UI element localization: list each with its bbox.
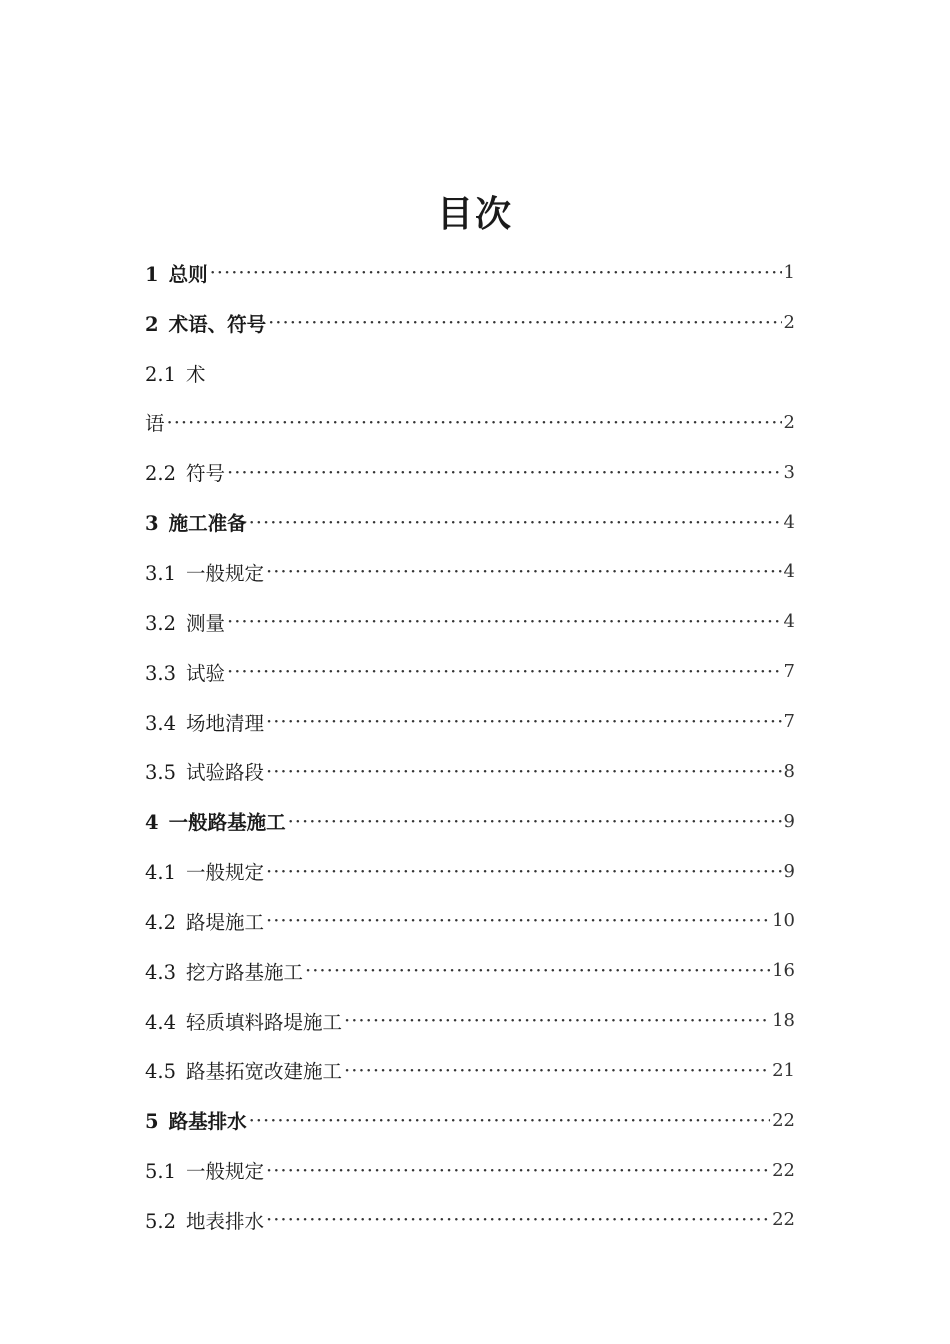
toc-page-number: 18: [772, 1010, 795, 1032]
dot-leader: [266, 860, 782, 883]
toc-entry-text: 语: [145, 412, 165, 436]
toc-chapter-entry[interactable]: [145, 298, 795, 348]
toc-entry-label: [145, 658, 225, 686]
toc-entry-text: 术: [186, 362, 206, 386]
toc-page-number: 22: [772, 1159, 795, 1181]
toc-page-number: 3: [783, 461, 795, 483]
toc-section-entry[interactable]: [145, 398, 795, 448]
toc-entry-label: [145, 857, 264, 885]
toc-entry-label: [145, 259, 208, 287]
toc-entry-number: 5: [145, 1110, 159, 1134]
toc-entry-text: 试验: [186, 661, 226, 685]
toc-entry-number: 4.2: [145, 910, 177, 934]
dot-leader: [266, 1159, 770, 1182]
dot-leader: [227, 610, 782, 633]
toc-entry-text: 一般规定: [186, 561, 265, 585]
toc-section-entry[interactable]: [145, 597, 795, 647]
toc-entry-number: 3.2: [145, 611, 177, 635]
toc-entry-text: 一般规定: [186, 861, 265, 885]
toc-entry-number: 2: [145, 312, 159, 336]
toc-entry-number: 1: [145, 262, 159, 286]
toc-entry-label: [145, 309, 266, 337]
toc-entry-label: [145, 558, 264, 586]
toc-page-number: 2: [783, 312, 795, 334]
dot-leader: [266, 1208, 770, 1231]
toc-entry-number: 4.4: [145, 1010, 177, 1034]
toc-entry-label: [145, 408, 165, 436]
toc-page-number: 22: [772, 1209, 795, 1231]
dot-leader: [227, 660, 782, 683]
toc-entry-label: [145, 1106, 247, 1134]
toc-entry-number: 3.5: [145, 761, 177, 785]
toc-entry-text: 试验路段: [186, 761, 265, 785]
toc-entry-number: 4.5: [145, 1060, 177, 1084]
toc-entry-label: [145, 359, 206, 387]
toc-entry-label: [145, 508, 247, 536]
toc-page-number: 9: [783, 860, 795, 882]
toc-section-entry[interactable]: [145, 647, 795, 697]
toc-page-number: 22: [772, 1109, 795, 1131]
toc-page-number: 2: [783, 411, 795, 433]
toc-section-entry[interactable]: [145, 896, 795, 946]
toc-section-entry[interactable]: [145, 697, 795, 747]
toc-entry-text: 符号: [186, 462, 226, 486]
toc-entry-text: 路基拓宽改建施工: [186, 1060, 343, 1084]
toc-page-number: 10: [772, 910, 795, 932]
toc-page-number: 9: [783, 810, 795, 832]
toc-page-number: 4: [783, 511, 795, 533]
toc-entry-number: 3.1: [145, 561, 177, 585]
toc-section-entry[interactable]: [145, 846, 795, 896]
dot-leader: [167, 411, 782, 434]
toc-entry-number: 4.3: [145, 960, 177, 984]
toc-entry-text: 地表排水: [186, 1209, 265, 1233]
toc-entry-label: [145, 708, 264, 736]
toc-page-number: 4: [783, 611, 795, 633]
toc-entry-text: 路基排水: [168, 1110, 247, 1134]
dot-leader: [266, 710, 782, 733]
toc-page-number: 21: [772, 1059, 795, 1081]
toc-entry-number: 3.4: [145, 711, 177, 735]
dot-leader: [227, 461, 782, 484]
toc-entry-number: 5.2: [145, 1209, 177, 1233]
dot-leader: [249, 1109, 771, 1132]
toc-entry-label: [145, 1007, 342, 1035]
toc-page-number: 8: [783, 760, 795, 782]
dot-leader: [249, 511, 782, 534]
toc-entry-number: 4: [145, 811, 159, 835]
table-of-contents: [145, 248, 795, 1245]
toc-section-entry[interactable]: [145, 547, 795, 597]
toc-page-number: 4: [783, 561, 795, 583]
toc-section-entry[interactable]: [145, 348, 795, 398]
dot-leader: [210, 261, 782, 284]
toc-entry-label: [145, 907, 264, 935]
toc-entry-text: 总则: [168, 262, 208, 286]
toc-chapter-entry[interactable]: [145, 248, 795, 298]
toc-section-entry[interactable]: [145, 1145, 795, 1195]
toc-page-number: 7: [783, 661, 795, 683]
page-title: 目次: [436, 193, 513, 235]
dot-leader: [305, 959, 770, 982]
toc-entry-text: 一般路基施工: [168, 811, 286, 835]
toc-entry-text: 术语、符号: [168, 312, 267, 336]
toc-chapter-entry[interactable]: [145, 796, 795, 846]
dot-leader: [344, 1009, 770, 1032]
toc-entry-label: [145, 807, 286, 835]
toc-entry-number: 4.1: [145, 861, 177, 885]
toc-chapter-entry[interactable]: [145, 497, 795, 547]
toc-entry-text: 路堤施工: [186, 910, 265, 934]
toc-section-entry[interactable]: [145, 746, 795, 796]
toc-entry-number: 3: [145, 512, 159, 536]
toc-entry-text: 轻质填料路堤施工: [186, 1010, 343, 1034]
toc-entry-text: 挖方路基施工: [186, 960, 304, 984]
dot-leader: [268, 311, 781, 334]
toc-section-entry[interactable]: [145, 1046, 795, 1096]
toc-entry-label: [145, 608, 225, 636]
toc-entry-text: 施工准备: [168, 512, 247, 536]
toc-section-entry[interactable]: [145, 1195, 795, 1245]
toc-entry-number: 2.1: [145, 362, 177, 386]
toc-entry-text: 测量: [186, 611, 226, 635]
dot-leader: [266, 560, 782, 583]
toc-entry-text: 场地清理: [186, 711, 265, 735]
dot-leader: [266, 760, 782, 783]
toc-entry-label: [145, 458, 225, 486]
toc-section-entry[interactable]: [145, 447, 795, 497]
toc-entry-label: [145, 757, 264, 785]
dot-leader: [344, 1059, 770, 1082]
toc-section-entry[interactable]: [145, 946, 795, 996]
toc-entry-number: 2.2: [145, 462, 177, 486]
toc-section-entry[interactable]: [145, 996, 795, 1046]
toc-entry-number: 3.3: [145, 661, 177, 685]
toc-entry-number: 5.1: [145, 1160, 177, 1184]
toc-page-number: 1: [783, 262, 795, 284]
toc-page-number: 7: [783, 711, 795, 733]
toc-entry-label: [145, 1156, 264, 1184]
toc-page-number: 16: [772, 960, 795, 982]
toc-entry-label: [145, 1056, 342, 1084]
toc-chapter-entry[interactable]: [145, 1095, 795, 1145]
dot-leader: [288, 810, 782, 833]
toc-entry-label: [145, 957, 303, 985]
toc-entry-label: [145, 1206, 264, 1234]
dot-leader: [266, 909, 770, 932]
toc-entry-text: 一般规定: [186, 1160, 265, 1184]
